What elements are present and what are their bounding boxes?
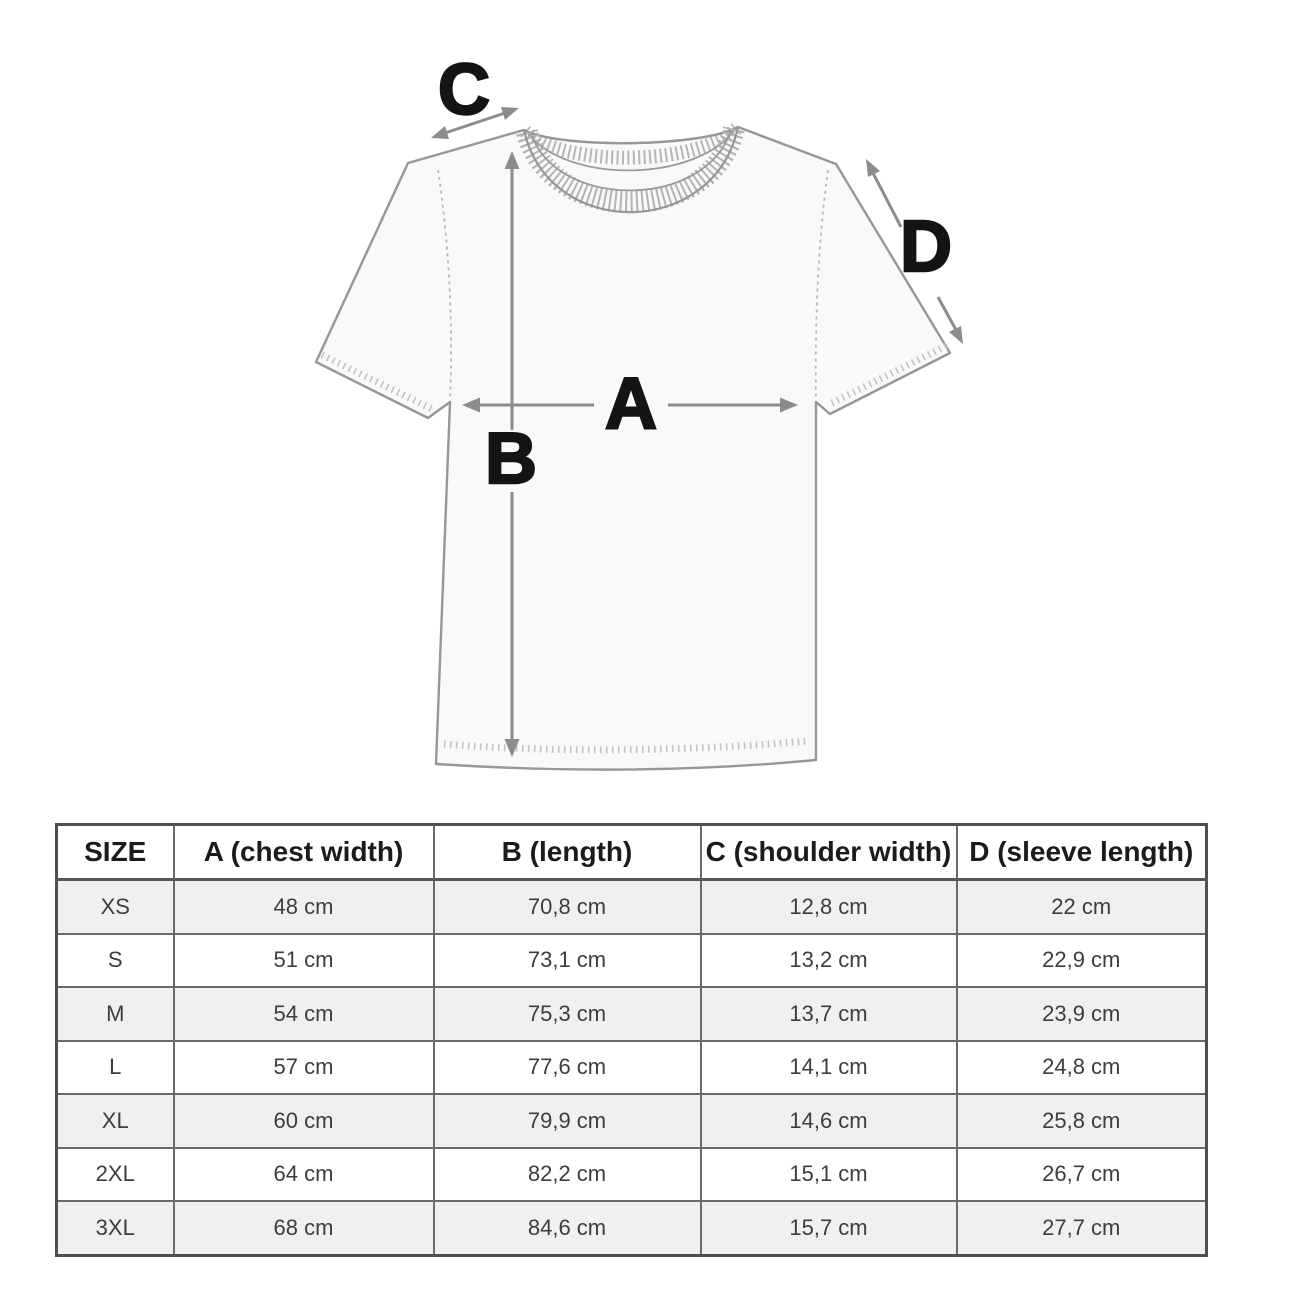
cell-length: 84,6 cm [434, 1201, 701, 1255]
cell-size: XL [57, 1094, 174, 1148]
tshirt-drawing [316, 127, 950, 770]
cell-shoulder-width: 13,7 cm [701, 987, 957, 1041]
measurement-label-a: A [605, 364, 657, 444]
cell-sleeve-length: 23,9 cm [957, 987, 1207, 1041]
tshirt-body-outline [316, 127, 950, 770]
size-table [55, 823, 1208, 1257]
header-size: SIZE [57, 825, 174, 880]
cell-length: 82,2 cm [434, 1148, 701, 1202]
cell-chest-width: 57 cm [174, 1041, 434, 1095]
header-length: B (length) [434, 825, 701, 880]
cell-shoulder-width: 15,1 cm [701, 1148, 957, 1202]
measurement-label-c: C [438, 50, 490, 130]
measurement-label-d: D [900, 207, 952, 287]
size-table-body [57, 880, 1207, 1256]
cell-size: XS [57, 880, 174, 934]
cell-chest-width: 68 cm [174, 1201, 434, 1255]
measurement-label-b: B [485, 419, 537, 499]
table-row [57, 1094, 1207, 1148]
header-sleeve-length: D (sleeve length) [957, 825, 1207, 880]
header-chest-width: A (chest width) [174, 825, 434, 880]
cell-size: L [57, 1041, 174, 1095]
cell-length: 75,3 cm [434, 987, 701, 1041]
cell-shoulder-width: 12,8 cm [701, 880, 957, 934]
table-row [57, 1201, 1207, 1255]
cell-length: 77,6 cm [434, 1041, 701, 1095]
cell-sleeve-length: 26,7 cm [957, 1148, 1207, 1202]
cell-sleeve-length: 22,9 cm [957, 934, 1207, 988]
cell-shoulder-width: 14,6 cm [701, 1094, 957, 1148]
cell-sleeve-length: 27,7 cm [957, 1201, 1207, 1255]
cell-size: 2XL [57, 1148, 174, 1202]
cell-size: M [57, 987, 174, 1041]
cell-length: 70,8 cm [434, 880, 701, 934]
cell-sleeve-length: 25,8 cm [957, 1094, 1207, 1148]
table-row [57, 1041, 1207, 1095]
cell-shoulder-width: 15,7 cm [701, 1201, 957, 1255]
cell-size: 3XL [57, 1201, 174, 1255]
cell-shoulder-width: 13,2 cm [701, 934, 957, 988]
cell-sleeve-length: 22 cm [957, 880, 1207, 934]
table-row [57, 880, 1207, 934]
cell-shoulder-width: 14,1 cm [701, 1041, 957, 1095]
cell-length: 79,9 cm [434, 1094, 701, 1148]
table-header-row [57, 825, 1207, 880]
cell-sleeve-length: 24,8 cm [957, 1041, 1207, 1095]
cell-chest-width: 54 cm [174, 987, 434, 1041]
cell-length: 73,1 cm [434, 934, 701, 988]
cell-chest-width: 51 cm [174, 934, 434, 988]
cell-chest-width: 60 cm [174, 1094, 434, 1148]
cell-chest-width: 64 cm [174, 1148, 434, 1202]
table-row [57, 987, 1207, 1041]
cell-chest-width: 48 cm [174, 880, 434, 934]
cell-size: S [57, 934, 174, 988]
header-shoulder-width: C (shoulder width) [701, 825, 957, 880]
table-row [57, 934, 1207, 988]
table-row [57, 1148, 1207, 1202]
